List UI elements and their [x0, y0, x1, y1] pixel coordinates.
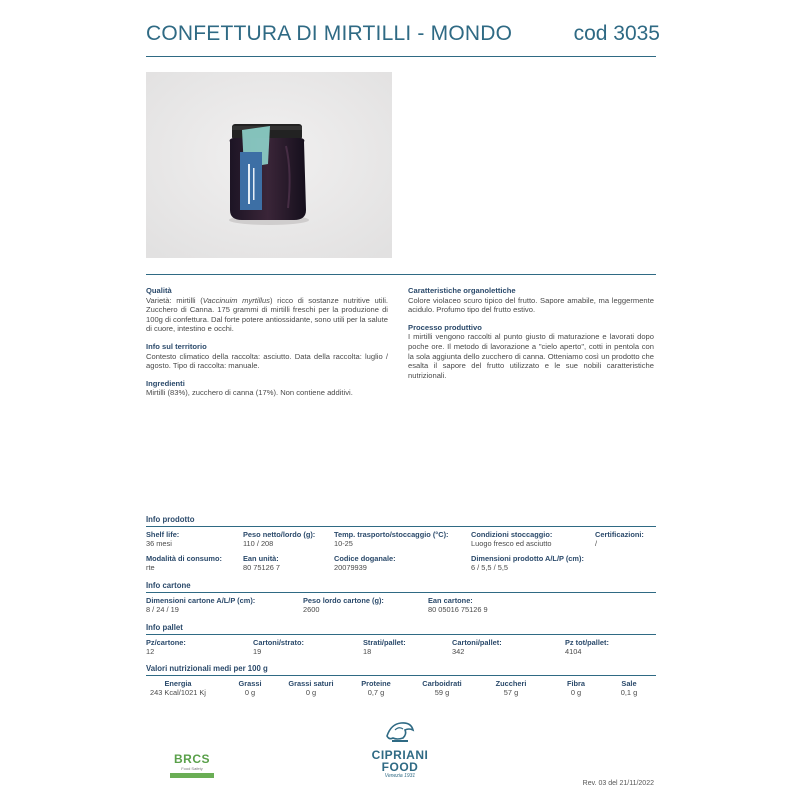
codice-doganale — [334, 554, 396, 572]
nutrition-rule — [146, 675, 656, 676]
cert-value: / — [595, 539, 598, 548]
sale — [614, 679, 644, 697]
dimensioni-prodotto — [471, 554, 584, 572]
proteine-label: Proteine — [361, 679, 391, 688]
brand-line2: FOOD — [381, 760, 419, 774]
dimensioni-cartone — [146, 596, 255, 614]
qualita-text-italic: Vaccinuim myrtillus — [202, 295, 270, 305]
strati-pallet-label: Strati/pallet: — [363, 638, 406, 647]
modalita-value: rte — [146, 563, 155, 572]
brand-since: Venezia 1931 — [384, 773, 416, 779]
nutrition-heading: Valori nutrizionali medi per 100 g — [146, 664, 268, 673]
ean-unita-label: Ean unità: — [243, 554, 279, 563]
energia — [146, 679, 210, 697]
cartoni-strato — [253, 638, 304, 656]
territorio-text: Contesto climatico della raccolta: asciutto. Data della raccolta: luglio / agosto. Tipo di raccolta: manuale. — [146, 351, 388, 371]
saturi-value: 0 g — [305, 688, 317, 697]
temperatura — [334, 530, 449, 548]
cond-value: Luogo fresco ed asciutto — [471, 539, 552, 548]
brcs-logo — [170, 752, 214, 778]
strati-pallet-value: 18 — [363, 647, 372, 656]
cartoni-strato-label: Cartoni/strato: — [253, 638, 304, 647]
cartoni-pallet-label: Cartoni/pallet: — [452, 638, 502, 647]
brand-line1: CIPRIANI — [371, 748, 429, 762]
ean-cartone — [428, 596, 488, 614]
cond-label: Condizioni stoccaggio: — [471, 530, 553, 539]
shelf-life-value: 36 mesi — [146, 539, 172, 548]
peso-lordo-cartone — [303, 596, 384, 614]
grassi — [232, 679, 268, 697]
zuccheri-value: 57 g — [503, 688, 519, 697]
temp-value: 10-25 — [334, 539, 353, 548]
product-code: cod 3035 — [573, 22, 660, 45]
ean-cartone-value: 80 05016 75126 9 — [428, 605, 488, 614]
carbo-value: 59 g — [434, 688, 450, 697]
cartoni-pallet-value: 342 — [452, 647, 465, 656]
cartoni-strato-value: 19 — [253, 647, 262, 656]
pz-tot-value: 4104 — [565, 647, 582, 656]
processo-heading: Processo produttivo — [408, 322, 482, 332]
cipriani-food-logo — [360, 718, 440, 779]
brcs-logo-bar — [170, 773, 214, 778]
temp-label: Temp. trasporto/stoccaggio (°C): — [334, 530, 449, 539]
condizioni-stoccaggio — [471, 530, 552, 548]
top-divider — [146, 56, 656, 57]
qualita-text — [146, 296, 388, 334]
fibra-value: 0 g — [570, 688, 582, 697]
ingredienti-heading: Ingredienti — [146, 378, 185, 388]
left-column — [146, 286, 388, 406]
brcs-logo-text: BRCS — [173, 752, 210, 766]
dim-prodotto-value: 6 / 5,5 / 5,5 — [471, 563, 508, 572]
jam-jar-illustration — [146, 72, 392, 258]
strati-pallet — [363, 638, 406, 656]
qualita-heading: Qualità — [146, 286, 172, 295]
page-title: CONFETTURA DI MIRTILLI - MONDO — [146, 22, 513, 45]
lion-emblem-icon — [383, 718, 417, 744]
section-divider — [146, 274, 656, 275]
info-prodotto-rule — [146, 526, 656, 527]
fibra-label: Fibra — [566, 679, 586, 688]
codice-label: Codice doganale: — [334, 554, 396, 563]
zuccheri-label: Zuccheri — [495, 679, 527, 688]
ean-unita-value: 80 75126 7 — [243, 563, 280, 572]
organolettiche-text: Colore violaceo scuro tipico del frutto. Sapore amabile, ma leggermente acidulo. Profumo tipo del frutto estivo. — [408, 295, 654, 315]
peso-label: Peso netto/lordo (g): — [243, 530, 316, 539]
right-column — [408, 286, 654, 388]
modalita-label: Modalità di consumo: — [146, 554, 222, 563]
peso-cartone-value: 2600 — [303, 605, 320, 614]
pz-cartone — [146, 638, 186, 656]
info-prodotto-heading: Info prodotto — [146, 515, 195, 524]
territorio-heading: Info sul territorio — [146, 341, 207, 351]
modalita-consumo — [146, 554, 222, 572]
info-pallet-heading: Info pallet — [146, 623, 183, 632]
qualita-text-a: Varietà: mirtilli ( — [146, 295, 203, 305]
peso-netto-lordo — [243, 530, 315, 548]
pz-tot-label: Pz tot/pallet: — [565, 638, 609, 647]
ean-cartone-label: Ean cartone: — [428, 596, 473, 605]
proteine-value: 0,7 g — [367, 688, 385, 697]
info-cartone-heading: Info cartone — [146, 581, 191, 590]
grassi-label: Grassi — [238, 679, 262, 688]
peso-cartone-label: Peso lordo cartone (g): — [303, 596, 384, 605]
carboidrati — [418, 679, 466, 697]
pz-tot-pallet — [565, 638, 609, 656]
sale-value: 0,1 g — [620, 688, 638, 697]
codice-value: 20079939 — [334, 563, 367, 572]
grassi-value: 0 g — [244, 688, 256, 697]
cartoni-pallet — [452, 638, 502, 656]
cert-label: Certificazioni: — [595, 530, 644, 539]
organolettiche-heading: Caratteristiche organolettiche — [408, 286, 516, 295]
saturi-label: Grassi saturi — [288, 679, 334, 688]
zuccheri — [490, 679, 532, 697]
dim-cartone-label: Dimensioni cartone A/L/P (cm): — [146, 596, 256, 605]
dim-prodotto-label: Dimensioni prodotto A/L/P (cm): — [471, 554, 584, 563]
info-pallet-rule — [146, 634, 656, 635]
proteine — [356, 679, 396, 697]
pz-cartone-value: 12 — [146, 647, 155, 656]
shelf-life — [146, 530, 179, 548]
qualita-text-b: ) ricco di sostanze nutritive utili. Zucchero di Canna. 175 grammi di mirtilli freschi per la produzione di 100g di confettura. Dal forte potere antiossidante, sono utili per la salute di cuore, intestino e occhi. — [146, 295, 388, 334]
shelf-life-label: Shelf life: — [146, 530, 180, 539]
energia-value: 243 Kcal/1021 Kj — [150, 688, 206, 697]
product-photo — [146, 72, 392, 258]
ingredienti-text: Mirtilli (83%), zucchero di canna (17%). Non contiene additivi. — [146, 388, 353, 398]
sale-label: Sale — [621, 679, 637, 688]
revision-text: Rev. 03 del 21/11/2022 — [582, 780, 654, 787]
pz-cartone-label: Pz/cartone: — [146, 638, 186, 647]
peso-value: 110 / 208 — [243, 539, 274, 548]
grassi-saturi — [286, 679, 336, 697]
energia-label: Energia — [164, 679, 192, 688]
info-cartone-rule — [146, 592, 656, 593]
certificazioni — [595, 530, 644, 548]
brcs-logo-sub: Food Safety — [181, 766, 203, 771]
ean-unita — [243, 554, 280, 572]
processo-text: I mirtilli vengono raccolti al punto giusto di maturazione e lavorati dopo poche ore. Il metodo di lavorazione a "cielo aperto", cotti in pentola con la sola aggiunta dello zucchero di canna. Otteniamo così un prodotto che esalta il sapore del frutto utilizzato e le sue nobili caratteristiche nutrizionali. — [408, 332, 654, 380]
dim-cartone-value: 8 / 24 / 19 — [146, 605, 179, 614]
carbo-label: Carboidrati — [422, 679, 462, 688]
fibra — [560, 679, 592, 697]
